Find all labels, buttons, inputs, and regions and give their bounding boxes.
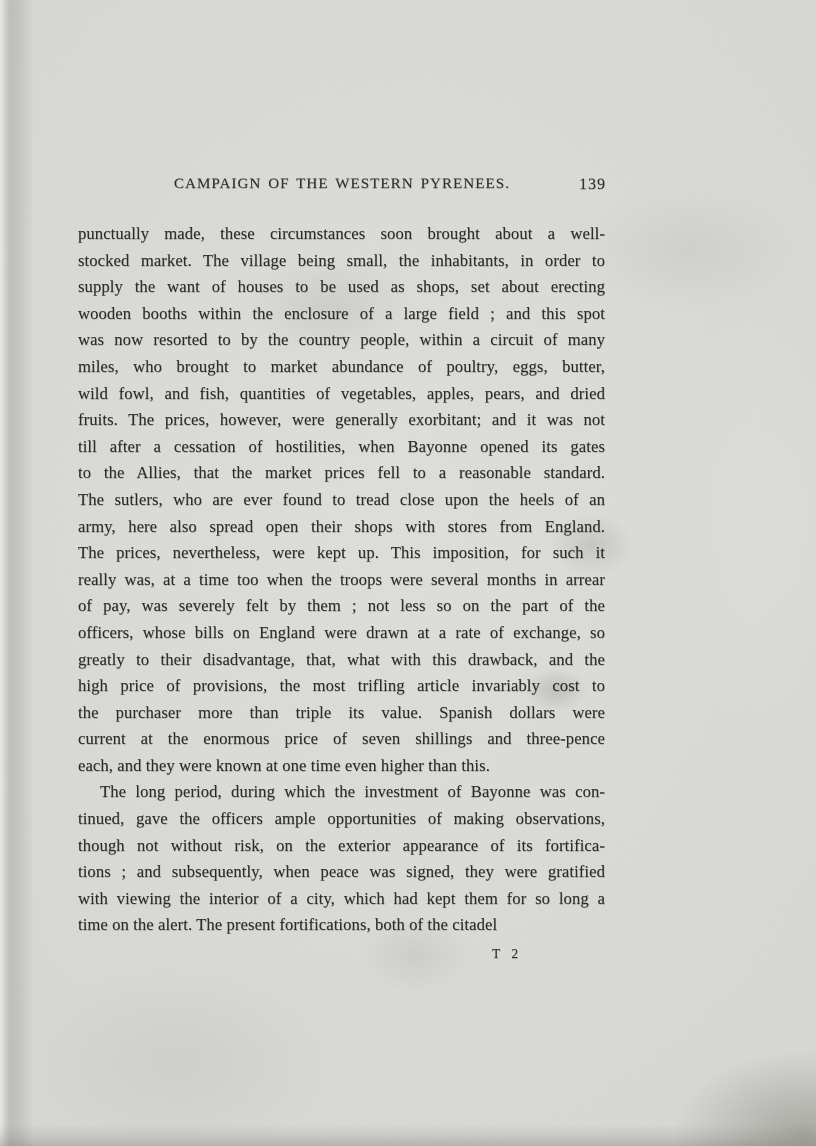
text-line: to the Allies, that the market prices fell to a reasonable standard.	[78, 463, 605, 483]
text-line: stocked market. The village being small, the inhabitants, in order to	[78, 250, 605, 270]
text-line: punctually made, these circumstances soon brought about a well-	[78, 224, 605, 243]
running-header	[78, 176, 606, 198]
text-line: army, here also spread open their shops with stores from England.	[78, 516, 605, 536]
text-line: miles, who brought to market abundance of poultry, eggs, butter,	[78, 356, 605, 376]
text-line: wild fowl, and fish, quantities of vegetables, apples, pears, and dried	[78, 383, 605, 403]
text-line: wooden booths within the enclosure of a large field ; and this spot	[78, 303, 605, 323]
text-line: each, and they were known at one time even higher than this.	[78, 755, 490, 775]
text-line: supply the want of houses to be used as shops, set about erecting	[78, 277, 605, 297]
printer-signature-mark: T 2	[492, 946, 523, 961]
text-line: the purchaser more than triple its value. Spanish dollars were	[78, 702, 605, 722]
text-line: with viewing the interior of a city, which had kept them for so long a	[78, 888, 605, 908]
text-line: officers, whose bills on England were drawn at a rate of exchange, so	[78, 622, 605, 642]
running-title: CAMPAIGN OF THE WESTERN PYRENEES.	[173, 176, 511, 192]
text-line: tions ; and subsequently, when peace was signed, they were gratified	[78, 862, 605, 882]
text-line: time on the alert. The present fortifications, both of the citadel	[78, 915, 498, 935]
text-line: The prices, nevertheless, were kept up. This imposition, for such it	[78, 543, 605, 563]
paragraph	[78, 221, 605, 779]
text-line: high price of provisions, the most trifling article invariably cost to	[78, 676, 605, 696]
page-number: 139	[579, 176, 606, 193]
text-line: of pay, was severely felt by them ; not less so on the part of the	[78, 596, 605, 616]
text-line: till after a cessation of hostilities, when Bayonne opened its gates	[78, 436, 605, 456]
text-line: fruits. The prices, however, were generally exorbitant; and it was not	[78, 410, 605, 430]
text-line: The sutlers, who are ever found to tread close upon the heels of an	[78, 489, 605, 509]
text-line: tinued, gave the officers ample opportunities of making observations,	[78, 809, 605, 829]
text-line: really was, at a time too when the troops were several months in arrear	[78, 569, 605, 589]
text-line: current at the enormous price of seven shillings and three-pence	[78, 729, 605, 749]
text-line: though not without risk, on the exterior appearance of its fortifica-	[78, 835, 605, 855]
paragraph	[78, 779, 605, 939]
text-line: greatly to their disadvantage, that, what with this drawback, and the	[78, 649, 605, 669]
text-line: The long period, during which the investment of Bayonne was con-	[100, 782, 605, 802]
text-block	[78, 221, 605, 939]
text-line: was now resorted to by the country people, within a circuit of many	[78, 330, 605, 350]
